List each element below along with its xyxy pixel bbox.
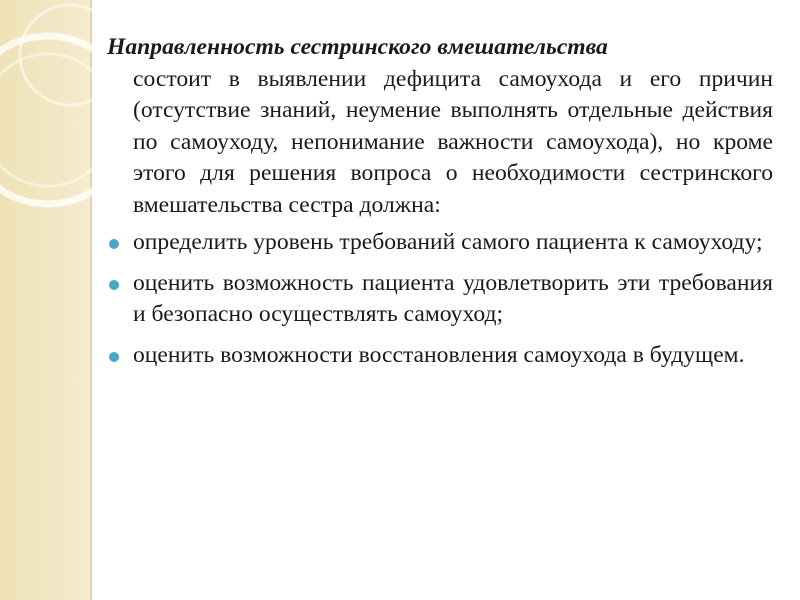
bullet-item [107,227,773,259]
bullet-dot-icon [109,280,119,290]
bullet-text: определить уровень требований самого пациента к самоуходу; [133,229,763,255]
bullet-dot-icon [109,352,119,362]
bullet-text: оценить возможность пациента удовлетворить эти требования и безопасно осуществлять самоуход; [133,269,773,327]
bullet-item [107,340,773,372]
intro-paragraph [107,32,773,221]
slide-content [107,32,773,380]
bullet-item [107,268,773,331]
bullet-text: оценить возможности восстановления самоухода в будущем. [133,341,745,368]
intro-title: Направленность сестринского вмешательства [107,34,608,60]
intro-body: состоит в выявлении дефицита самоухода и его причин (отсутствие знаний, неумение выполнять отдельные действия по самоуходу, непонимание важности самоухода), но кроме этого для решения вопроса о необходимости сестринского вмешательства сестра должна: [133,65,773,218]
bullet-list [107,227,773,371]
bullet-dot-icon [109,239,119,249]
